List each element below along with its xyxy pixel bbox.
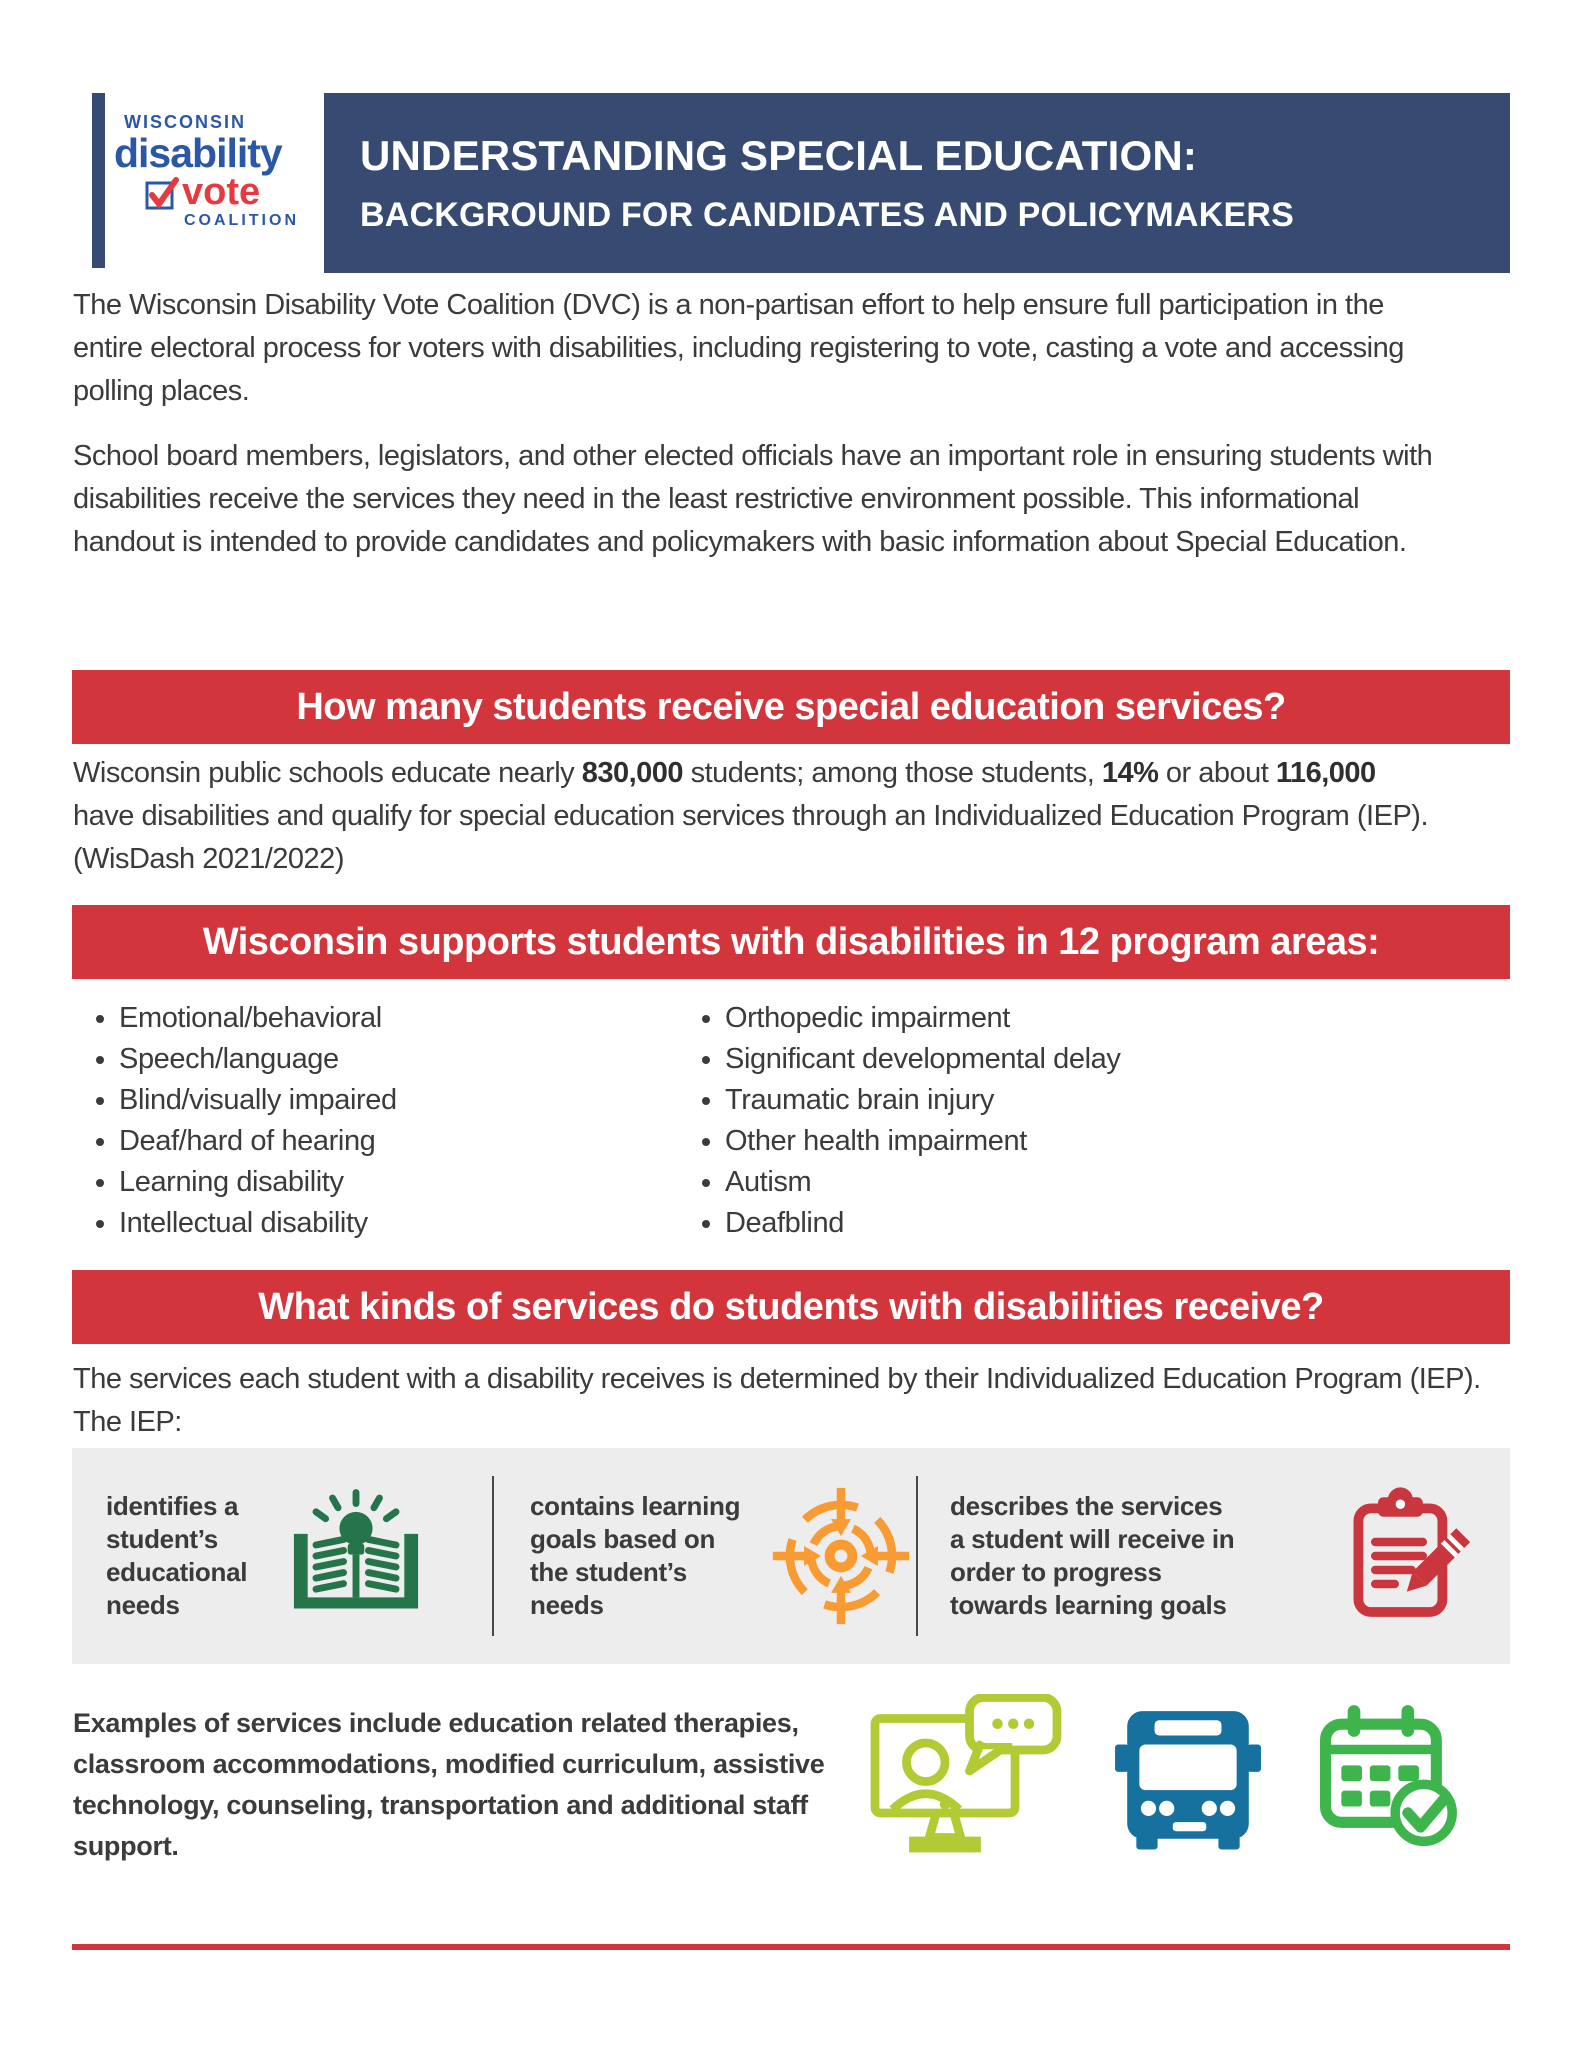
title-banner: [324, 93, 1510, 273]
stats-text: Wisconsin public schools educate nearly: [73, 757, 582, 789]
program-area-item: • Emotional/behavioral: [119, 998, 619, 1039]
logo-region-text: WISCONSIN: [124, 112, 247, 132]
program-area-item: • Speech/language: [119, 1039, 619, 1080]
monitor-chat-icon: [868, 1694, 1064, 1862]
logo-vote-text: vote: [182, 171, 261, 213]
iep-item-text: contains learning goals based on the student’s needs: [530, 1491, 741, 1620]
page-subtitle: BACKGROUND FOR CANDIDATES AND POLICYMAKERS: [360, 195, 1294, 234]
program-area-item: • Orthopedic impairment: [725, 998, 1511, 1039]
clipboard-pencil-icon: [1336, 1482, 1476, 1630]
program-area-item: • Autism: [725, 1162, 1511, 1203]
program-area-item: • Significant developmental delay: [725, 1039, 1511, 1080]
vote-checkbox-icon: [144, 175, 180, 211]
section-heading-services-label: What kinds of services do students with disabilities receive?: [258, 1285, 1324, 1328]
iep-item-services: [918, 1448, 1510, 1664]
program-area-item: • Other health impairment: [725, 1121, 1511, 1162]
intro-paragraph-1: The Wisconsin Disability Vote Coalition (DVC) is a non-partisan effort to help ensure full participation in the entire electoral process for voters with disabilities, including registering to vote, casting a vote and accessing polling places.: [73, 289, 1404, 407]
stats-text: or about: [1158, 757, 1276, 789]
program-area-item: • Blind/visually impaired: [119, 1080, 619, 1121]
intro-section: [73, 284, 1443, 586]
program-areas-left-column: [73, 998, 619, 1244]
services-intro-paragraph: The services each student with a disability receives is determined by their Individualized Education Program (IEP). The IEP:: [73, 1363, 1481, 1438]
stat-percent: 14%: [1101, 757, 1159, 789]
program-area-item: • Deaf/hard of hearing: [119, 1121, 619, 1162]
target-icon: [770, 1485, 912, 1627]
stat-iep-students: 116,000: [1275, 757, 1376, 789]
iep-item-text: identifies a student’s educational needs: [106, 1491, 248, 1620]
iep-item-goals: [494, 1448, 916, 1664]
iep-feature-box: [72, 1448, 1510, 1664]
examples-paragraph: Examples of services include education related therapies, classroom accommodations, modified curriculum, assistive technology, counseling, transportation and additional staff support.: [73, 1708, 825, 1861]
bottom-divider-rule: [72, 1944, 1510, 1950]
dvc-logo: [114, 112, 326, 230]
example-icons-row: [868, 1688, 1468, 1868]
program-area-item: • Deafblind: [725, 1203, 1511, 1244]
section-heading-services: [72, 1270, 1510, 1344]
logo-accent-bar: [92, 93, 105, 268]
bus-icon: [1112, 1702, 1264, 1854]
section-heading-how-many: [72, 670, 1510, 744]
iep-item-text: describes the services a student will receive in order to progress towards learning goals: [950, 1491, 1235, 1620]
page-title: UNDERSTANDING SPECIAL EDUCATION:: [360, 131, 1198, 179]
iep-item-identifies: [72, 1448, 492, 1664]
section-heading-programs-label: Wisconsin supports students with disabilities in 12 program areas:: [202, 920, 1380, 963]
stats-text: students; among those students,: [683, 757, 1102, 789]
intro-paragraph-2: School board members, legislators, and other elected officials have an important role in ensuring students with disabilities receive the services they need in the least restrictive environment possible. This informational handout is intended to provide candidates and policymakers with basic information about Special Education.: [73, 440, 1433, 558]
stats-text: have disabilities and qualify for special education services through an Individualized Education Program (IEP). (WisDash 2021/2022): [73, 800, 1429, 875]
logo-disability-text: disability: [114, 130, 282, 176]
program-area-item: • Learning disability: [119, 1162, 619, 1203]
program-area-item: • Traumatic brain injury: [725, 1080, 1511, 1121]
section-heading-programs: [72, 905, 1510, 979]
section-heading-how-many-label: How many students receive special education services?: [296, 685, 1286, 728]
calendar-check-icon: [1312, 1702, 1472, 1854]
program-areas-list: [73, 998, 1511, 1244]
stat-total-students: 830,000: [581, 757, 684, 789]
logo-coalition-text: COALITION: [184, 212, 299, 229]
stats-paragraph: [73, 752, 1443, 881]
program-areas-right-column: [679, 998, 1511, 1244]
program-area-item: • Intellectual disability: [119, 1203, 619, 1244]
book-lightbulb-icon: [280, 1487, 432, 1625]
